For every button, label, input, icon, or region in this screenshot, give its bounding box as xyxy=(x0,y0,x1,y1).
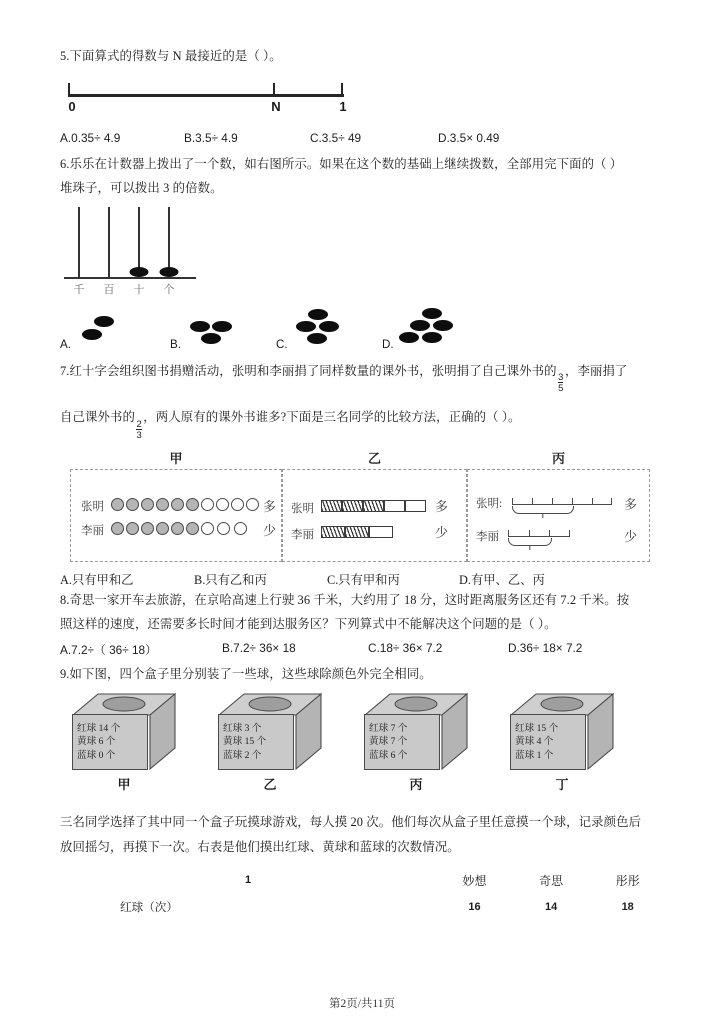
option-b[interactable]: B.只有乙和丙 xyxy=(194,572,267,587)
tick xyxy=(592,498,593,505)
box-ding-line2: 黄球 4 个 xyxy=(515,736,554,748)
box-bing-line1: 红球 7 个 xyxy=(369,722,408,734)
table-header-col0: 1 xyxy=(245,874,252,887)
question-6-stem-line2: 堆珠子，可以拨出 3 的倍数。 xyxy=(60,181,223,196)
circle-filled xyxy=(111,498,124,511)
box-ding-label: 丁 xyxy=(555,777,569,793)
box-jia-line2: 黄球 6 个 xyxy=(77,736,116,748)
question-9-desc-line2: 放回摇匀，再摸下一次。右表是他们摸出红球、黄球和蓝球的次数情况。 xyxy=(60,839,460,854)
box-bing-line3: 蓝球 6 个 xyxy=(369,750,408,762)
panel-yi-row2-name: 李丽 xyxy=(291,528,314,541)
panel-yi-title: 乙 xyxy=(367,450,381,466)
fraction-denominator: 5 xyxy=(558,382,564,394)
circle-empty xyxy=(234,522,247,535)
abacus-label-shi: 十 xyxy=(133,283,145,296)
panel-jia-title: 甲 xyxy=(169,450,183,466)
circle-filled xyxy=(156,498,169,511)
panel-yi xyxy=(282,448,467,562)
option-c-beads xyxy=(292,303,366,349)
option-d-label: D. xyxy=(382,337,394,351)
bead xyxy=(94,316,114,327)
bead xyxy=(433,320,453,331)
panel-jia-row1-name: 张明 xyxy=(81,500,104,513)
bar-segment-shaded xyxy=(321,500,342,512)
option-b-beads xyxy=(186,303,260,349)
box-jia-line1: 红球 14 个 xyxy=(77,722,121,734)
tick xyxy=(569,530,570,537)
question-5-options xyxy=(60,131,666,145)
number-line-label-n: N xyxy=(271,99,281,115)
box-ding-line1: 红球 15 个 xyxy=(515,722,559,734)
question-9-stem: 9.如下图，四个盒子里分别装了一些球，这些球除颜色外完全相同。 xyxy=(60,667,432,682)
option-d[interactable]: D.3.5× 0.49 xyxy=(438,131,500,146)
brace-two-thirds xyxy=(508,538,552,546)
box-yi-label: 乙 xyxy=(263,777,277,793)
panel-jia xyxy=(70,448,282,562)
table-row xyxy=(60,894,666,920)
bar-segment-empty xyxy=(405,500,426,512)
question-6-stem-line1: 6.乐乐在计数器上拨出了一个数，如右图所示。如果在这个数的基础上继续拨数，全部用完下面的（ ） xyxy=(60,157,623,172)
circle-filled xyxy=(186,498,199,511)
option-c[interactable]: C.只有甲和丙 xyxy=(327,572,400,587)
table-header-col3: 彤彤 xyxy=(615,873,640,888)
panel-bing-row2-name: 李丽 xyxy=(476,530,499,543)
bead xyxy=(212,321,232,332)
box-ding-line3: 蓝球 1 个 xyxy=(515,750,554,762)
box-bing-label: 丙 xyxy=(409,777,423,793)
bead xyxy=(307,333,327,344)
table-row-label: 红球（次） xyxy=(120,900,178,914)
tick xyxy=(508,530,509,537)
fraction-two-thirds xyxy=(136,419,141,440)
table-header-row xyxy=(60,867,666,894)
panel-bing xyxy=(467,448,650,562)
bar-segment-shaded xyxy=(342,500,363,512)
tick xyxy=(532,498,533,505)
bar-segment-shaded xyxy=(345,526,369,538)
question-5-stem: 5.下面算式的得数与 N 最接近的是（ ）。 xyxy=(60,49,282,63)
question-9-desc-line1: 三名同学选择了其中同一个盒子玩摸球游戏，每人摸 20 次。他们每次从盒子里任意摸一个球，记录颜色后 xyxy=(60,815,642,830)
table-cell-qisi: 14 xyxy=(544,900,558,913)
circle-filled xyxy=(111,522,124,535)
tick xyxy=(552,498,553,505)
bead xyxy=(308,309,328,320)
bar-segment-empty xyxy=(384,500,405,512)
bead xyxy=(296,321,316,332)
abacus-bead-ge-1 xyxy=(160,267,179,277)
box-yi-line1: 红球 3 个 xyxy=(223,722,262,734)
circle-empty xyxy=(246,498,259,511)
tick xyxy=(549,530,550,537)
circle-filled xyxy=(186,522,199,535)
box-bing-line2: 黄球 7 个 xyxy=(369,736,408,748)
abacus-figure xyxy=(73,207,206,296)
option-a-beads xyxy=(76,303,150,349)
circle-filled xyxy=(171,522,184,535)
question-7-stem-text2: ，李丽捐了 xyxy=(564,363,628,378)
panel-jia-box xyxy=(70,469,282,562)
table-header-col2: 奇思 xyxy=(539,873,564,888)
abacus-bead-shi-1 xyxy=(130,267,149,277)
abacus-rod-bai xyxy=(108,207,110,279)
question-8-stem-line2: 照这样的速度，还需要多长时间才能到达服务区？下列算式中不能解决这个问题的是（ ）。 xyxy=(60,617,557,632)
brace-three-fifths xyxy=(512,506,574,514)
panel-jia-row2-name: 李丽 xyxy=(81,524,104,537)
panel-yi-box xyxy=(282,469,467,562)
number-line-tick-0 xyxy=(68,83,70,96)
question-9-table xyxy=(60,867,666,920)
question-7-stem-line2 xyxy=(60,405,666,440)
bar-segment-empty xyxy=(369,526,393,538)
circle-filled xyxy=(126,522,139,535)
box-jia-face xyxy=(72,714,148,770)
fraction-three-fifths xyxy=(558,372,563,393)
bead xyxy=(410,320,430,331)
circle-empty xyxy=(216,498,229,511)
bead xyxy=(201,333,221,344)
panel-bing-tag-less: 少 xyxy=(624,528,638,544)
question-7-figures xyxy=(70,448,650,562)
question-7-stem-text4: ，两人原有的课外书谁多?下面是三名同学的比较方法，正确的（ ）。 xyxy=(143,410,521,425)
option-a-label: A. xyxy=(60,337,71,351)
bead xyxy=(422,332,442,343)
option-d-beads xyxy=(398,303,472,349)
option-b[interactable]: B.3.5÷ 4.9 xyxy=(184,131,238,146)
page-footer: 第2页/共11页 xyxy=(328,998,396,1010)
bead xyxy=(82,329,102,340)
table-header-col1: 妙想 xyxy=(462,873,487,888)
bead xyxy=(422,308,442,319)
fraction-numerator: 2 xyxy=(136,417,142,429)
box-jia-label: 甲 xyxy=(117,777,131,793)
box-yi-line2: 黄球 15 个 xyxy=(223,736,267,748)
panel-bing-title: 丙 xyxy=(551,450,565,466)
box-yi xyxy=(218,692,322,793)
option-b[interactable]: B.7.2÷ 36× 18 xyxy=(222,641,296,656)
panel-yi-tag-more: 多 xyxy=(435,498,449,514)
question-7-stem-line1 xyxy=(60,359,666,394)
number-line-tick-n xyxy=(273,83,275,96)
panel-yi-tag-less: 少 xyxy=(435,524,449,540)
abacus-rod-qian xyxy=(78,207,80,279)
option-d[interactable]: D.有甲、乙、丙 xyxy=(459,572,545,587)
panel-yi-row1-name: 张明 xyxy=(291,502,314,515)
number-line xyxy=(68,81,347,115)
circle-empty xyxy=(217,522,230,535)
number-line-axis xyxy=(68,94,344,96)
abacus-label-bai: 百 xyxy=(103,283,115,296)
tick xyxy=(512,498,513,505)
box-yi-line3: 蓝球 2 个 xyxy=(223,750,262,762)
option-a[interactable]: A.0.35÷ 4.9 xyxy=(60,131,121,146)
question-8-options xyxy=(60,641,666,658)
box-bing-face xyxy=(364,714,440,770)
abacus-label-ge: 个 xyxy=(163,283,175,296)
question-8-stem-line1: 8.奇思一家开车去旅游，在京哈高速上行驶 36 千米，大约用了 18 分，这时距离服务区还有 7.2 千米。按 xyxy=(60,592,630,607)
bar-segment-shaded xyxy=(363,500,384,512)
option-c-label: C. xyxy=(276,337,288,351)
option-c[interactable]: C.3.5÷ 49 xyxy=(310,131,362,146)
option-a[interactable]: A.7.2÷（ 36÷ 18） xyxy=(60,643,157,658)
circle-empty xyxy=(201,522,214,535)
panel-bing-tag-more: 多 xyxy=(624,496,638,512)
number-line-figure xyxy=(68,81,666,121)
tick xyxy=(611,498,612,505)
question-7-stem-text3: 自己课外书的 xyxy=(60,410,135,425)
circle-filled xyxy=(141,498,154,511)
circle-filled xyxy=(126,498,139,511)
box-yi-face xyxy=(218,714,294,770)
question-9-boxes xyxy=(60,692,666,794)
box-jia xyxy=(72,692,176,793)
table-cell-tongtong: 18 xyxy=(621,900,634,913)
box-ding xyxy=(510,692,614,793)
number-line-label-0: 0 xyxy=(68,99,76,115)
panel-jia-tag-less: 少 xyxy=(263,522,277,538)
bead xyxy=(399,332,419,343)
option-a[interactable]: A.只有甲和乙 xyxy=(60,572,134,587)
box-jia-line3: 蓝球 0 个 xyxy=(77,750,116,762)
option-c[interactable]: C.18÷ 36× 7.2 xyxy=(368,641,443,656)
circle-filled xyxy=(156,522,169,535)
fraction-numerator: 3 xyxy=(558,371,564,383)
panel-bing-row1-name: 张明: xyxy=(476,497,503,510)
panel-bing-box xyxy=(467,469,650,562)
abacus-base-bar xyxy=(64,277,196,279)
table-cell-miaoxiang: 16 xyxy=(468,900,481,913)
circle-filled xyxy=(141,522,154,535)
tick xyxy=(529,530,530,537)
box-ding-face xyxy=(510,714,586,770)
option-d[interactable]: D.36÷ 18× 7.2 xyxy=(508,641,583,656)
panel-jia-tag-more: 多 xyxy=(263,498,277,514)
bead xyxy=(319,321,339,332)
question-7-options xyxy=(60,570,666,588)
bead xyxy=(190,321,210,332)
number-line-tick-1 xyxy=(341,83,343,96)
number-line-label-1: 1 xyxy=(339,99,347,115)
box-bing xyxy=(364,692,468,793)
abacus-label-qian: 千 xyxy=(73,283,85,296)
bar-segment-shaded xyxy=(321,526,345,538)
tick xyxy=(572,498,573,505)
question-6-options xyxy=(60,301,666,349)
circle-empty xyxy=(231,498,244,511)
option-b-label: B. xyxy=(170,337,181,351)
fraction-denominator: 3 xyxy=(136,429,142,441)
circle-empty xyxy=(201,498,214,511)
question-7-stem-text1: 7.红十字会组织图书捐赠活动，张明和李丽捐了同样数量的课外书，张明捐了自己课外书的 xyxy=(60,363,557,378)
circle-filled xyxy=(171,498,184,511)
